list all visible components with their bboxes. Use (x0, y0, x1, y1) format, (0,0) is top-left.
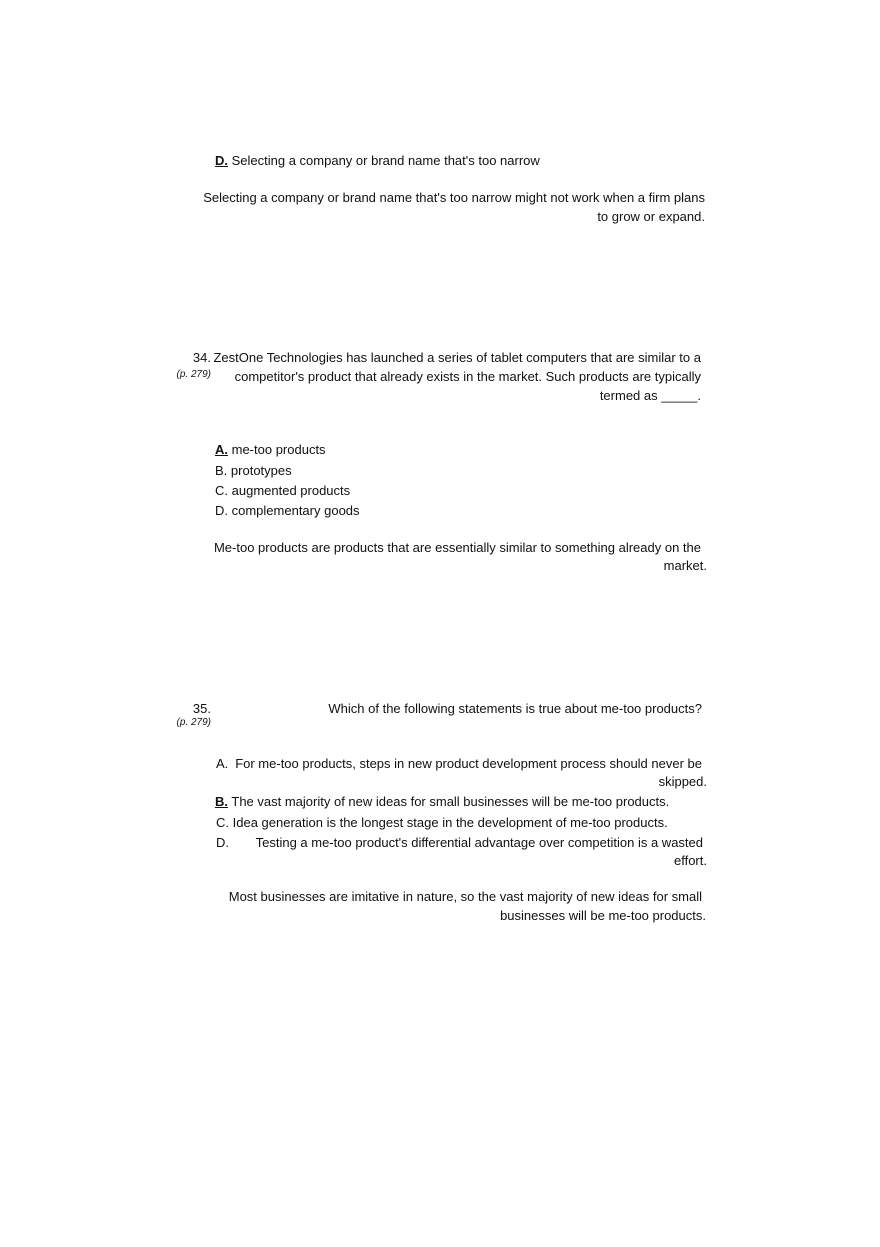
q34-explanation-line1: Me-too products are products that are essentially similar to something already on the (213, 540, 701, 555)
prev-answer-letter: D. (215, 153, 228, 168)
q34-option-b-text: prototypes (230, 463, 292, 478)
q34-option-a-text: me-too products (231, 442, 326, 457)
q34-option-c (215, 483, 350, 498)
q35-option-a-letter: A. (216, 756, 229, 771)
q35-option-d-line2: effort. (673, 853, 707, 868)
q35-option-c (216, 815, 668, 830)
q34-option-d-letter: D. (215, 503, 228, 518)
q35-page-ref: (p. 279) (176, 717, 211, 728)
q34-option-c-letter: C. (215, 483, 228, 498)
q35-option-a-line2: skipped. (658, 774, 707, 789)
q35-option-d-letter: D. (216, 835, 229, 850)
q35-explanation-line2: businesses will be me-too products. (500, 908, 706, 923)
q35-option-b (215, 794, 669, 809)
q34-question-line1: ZestOne Technologies has launched a series of tablet computers that are similar to a (213, 350, 701, 365)
q35-option-b-text: The vast majority of new ideas for small businesses will be me-too products. (231, 794, 670, 809)
q35-option-c-letter: C. (216, 815, 229, 830)
q34-page-ref: (p. 279) (176, 369, 211, 380)
q35-option-a-line1: For me-too products, steps in new product development process should never be (235, 756, 702, 771)
q34-option-b-letter: B. (215, 463, 228, 478)
q35-explanation-line1: Most businesses are imitative in nature, so the vast majority of new ideas for small (228, 889, 702, 904)
prev-explanation-line2: to grow or expand. (597, 209, 705, 224)
prev-explanation-line1: Selecting a company or brand name that's too narrow might not work when a firm plans (203, 190, 705, 205)
q34-option-d (215, 503, 360, 518)
q35-option-d-line1: Testing a me-too product's differential advantage over competition is a wasted (255, 835, 703, 850)
q34-question-line2: competitor's product that already exists in the market. Such products are typically (234, 369, 701, 384)
q35-option-b-letter: B. (215, 794, 228, 809)
q34-option-c-text: augmented products (231, 483, 351, 498)
q34-option-b (215, 463, 292, 478)
q34-question-line3: termed as _____. (599, 388, 701, 403)
q35-option-c-text: Idea generation is the longest stage in the development of me-too products. (232, 815, 668, 830)
q34-explanation-line2: market. (663, 558, 707, 573)
q35-number: 35. (192, 701, 211, 716)
prev-answer (215, 153, 540, 168)
q34-number: 34. (192, 350, 211, 365)
q34-option-d-text: complementary goods (231, 503, 360, 518)
q35-question: Which of the following statements is true about me-too products? (328, 701, 702, 716)
prev-answer-text: Selecting a company or brand name that's too narrow (231, 153, 540, 168)
q34-option-a (215, 442, 326, 457)
q34-option-a-letter: A. (215, 442, 228, 457)
